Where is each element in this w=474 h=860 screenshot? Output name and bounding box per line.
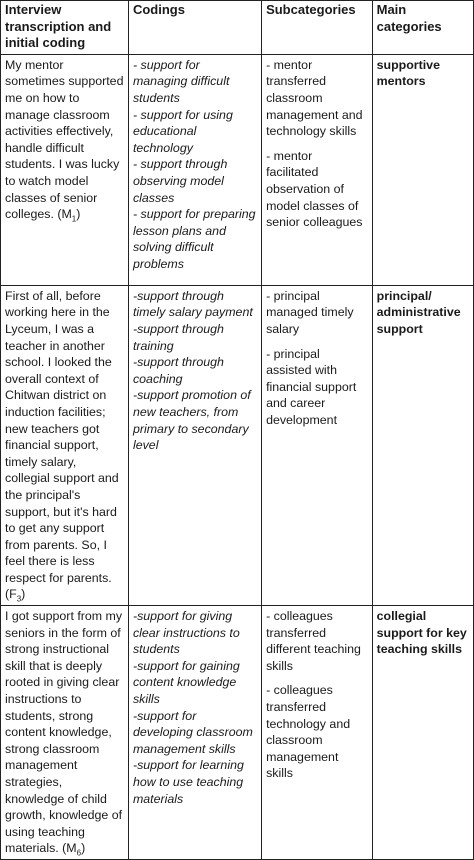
coding-item: -support through timely salary payment <box>132 288 253 320</box>
codings-cell <box>128 54 261 285</box>
codings-cell <box>128 606 261 860</box>
transcription-text: First of all, before working here in the Lyceum, I was a teacher in another school. I looked the overall context of Chitwan district on induction facilities; new teachers got financial support, timely salary, collegial support and the principal's support, but it's hard to get any support from parents. So, I feel there is less respect for parents. (F <box>5 288 119 602</box>
subcategories-cell <box>262 285 373 605</box>
participant-code: 6 <box>76 848 82 858</box>
main-category-cell: collegial support for key teaching skills <box>372 606 473 860</box>
coding-item: - support through observing model classes <box>132 157 228 205</box>
subcategory-item: - colleagues transferred technology and classroom management skills <box>266 683 351 781</box>
header-transcription: Interview transcription and initial coding <box>1 1 129 55</box>
transcription-cell <box>1 285 129 605</box>
subcategory-item: - colleagues transferred different teaching skills <box>266 609 361 673</box>
coding-item: -support for developing classroom management skills <box>132 708 253 756</box>
codings-cell <box>128 285 261 605</box>
table-row <box>1 285 474 605</box>
coding-item: -support for gaining content knowledge skills <box>132 658 240 707</box>
subcategory-item: - mentor facilitated observation of model classes of senior colleagues <box>266 148 363 230</box>
subcategories-cell <box>262 606 373 860</box>
table-row <box>1 606 474 860</box>
transcription-cell <box>1 54 129 285</box>
subcategories-cell <box>262 54 373 285</box>
coding-item: - support for using educational technology <box>132 107 233 155</box>
participant-code: 1 <box>71 214 77 224</box>
main-category-cell: supportive mentors <box>372 54 473 285</box>
subcategory-item: - mentor transferred classroom management and technology skills <box>266 57 363 139</box>
coding-item: - support for managing difficult students <box>132 57 230 105</box>
coding-item: -support for giving clear instructions to students <box>132 609 240 657</box>
transcription-text: I got support from my seniors in the form of strong instructional skill that is deeply rooted in giving clear instructions to students, strong content knowledge, strong classroom management strategies, knowledge of child growth, knowledge of using teaching materials. (M <box>5 609 123 856</box>
transcription-text: My mentor sometimes supported me on how to manage classroom activities effectively, handle difficult students. I was lucky to watch model classes of senior colleges. (M <box>5 57 124 222</box>
subcategory-item: - principal assisted with financial support and career development <box>266 346 357 427</box>
main-category-cell: principal/ administrative support <box>372 285 473 605</box>
transcription-cell <box>1 606 129 860</box>
table-row <box>1 54 474 285</box>
transcription-end: ) <box>21 587 26 602</box>
transcription-end: ) <box>81 841 86 856</box>
header-row <box>1 1 474 55</box>
header-codings: Codings <box>128 1 261 55</box>
coding-item: - support for preparing lesson plans and solving difficult problems <box>132 207 256 271</box>
participant-code: 3 <box>16 594 22 604</box>
coding-item: -support for learning how to use teaching materials <box>132 758 244 806</box>
header-main-categories: Main categories <box>372 1 473 55</box>
transcription-end: ) <box>76 207 81 222</box>
coding-item: -support through coaching <box>132 355 224 386</box>
header-subcategories: Subcategories <box>262 1 373 55</box>
coding-item: -support through training <box>132 321 224 353</box>
coding-item: -support promotion of new teachers, from primary to secondary level <box>132 388 251 453</box>
subcategory-item: - principal managed timely salary <box>266 288 354 336</box>
